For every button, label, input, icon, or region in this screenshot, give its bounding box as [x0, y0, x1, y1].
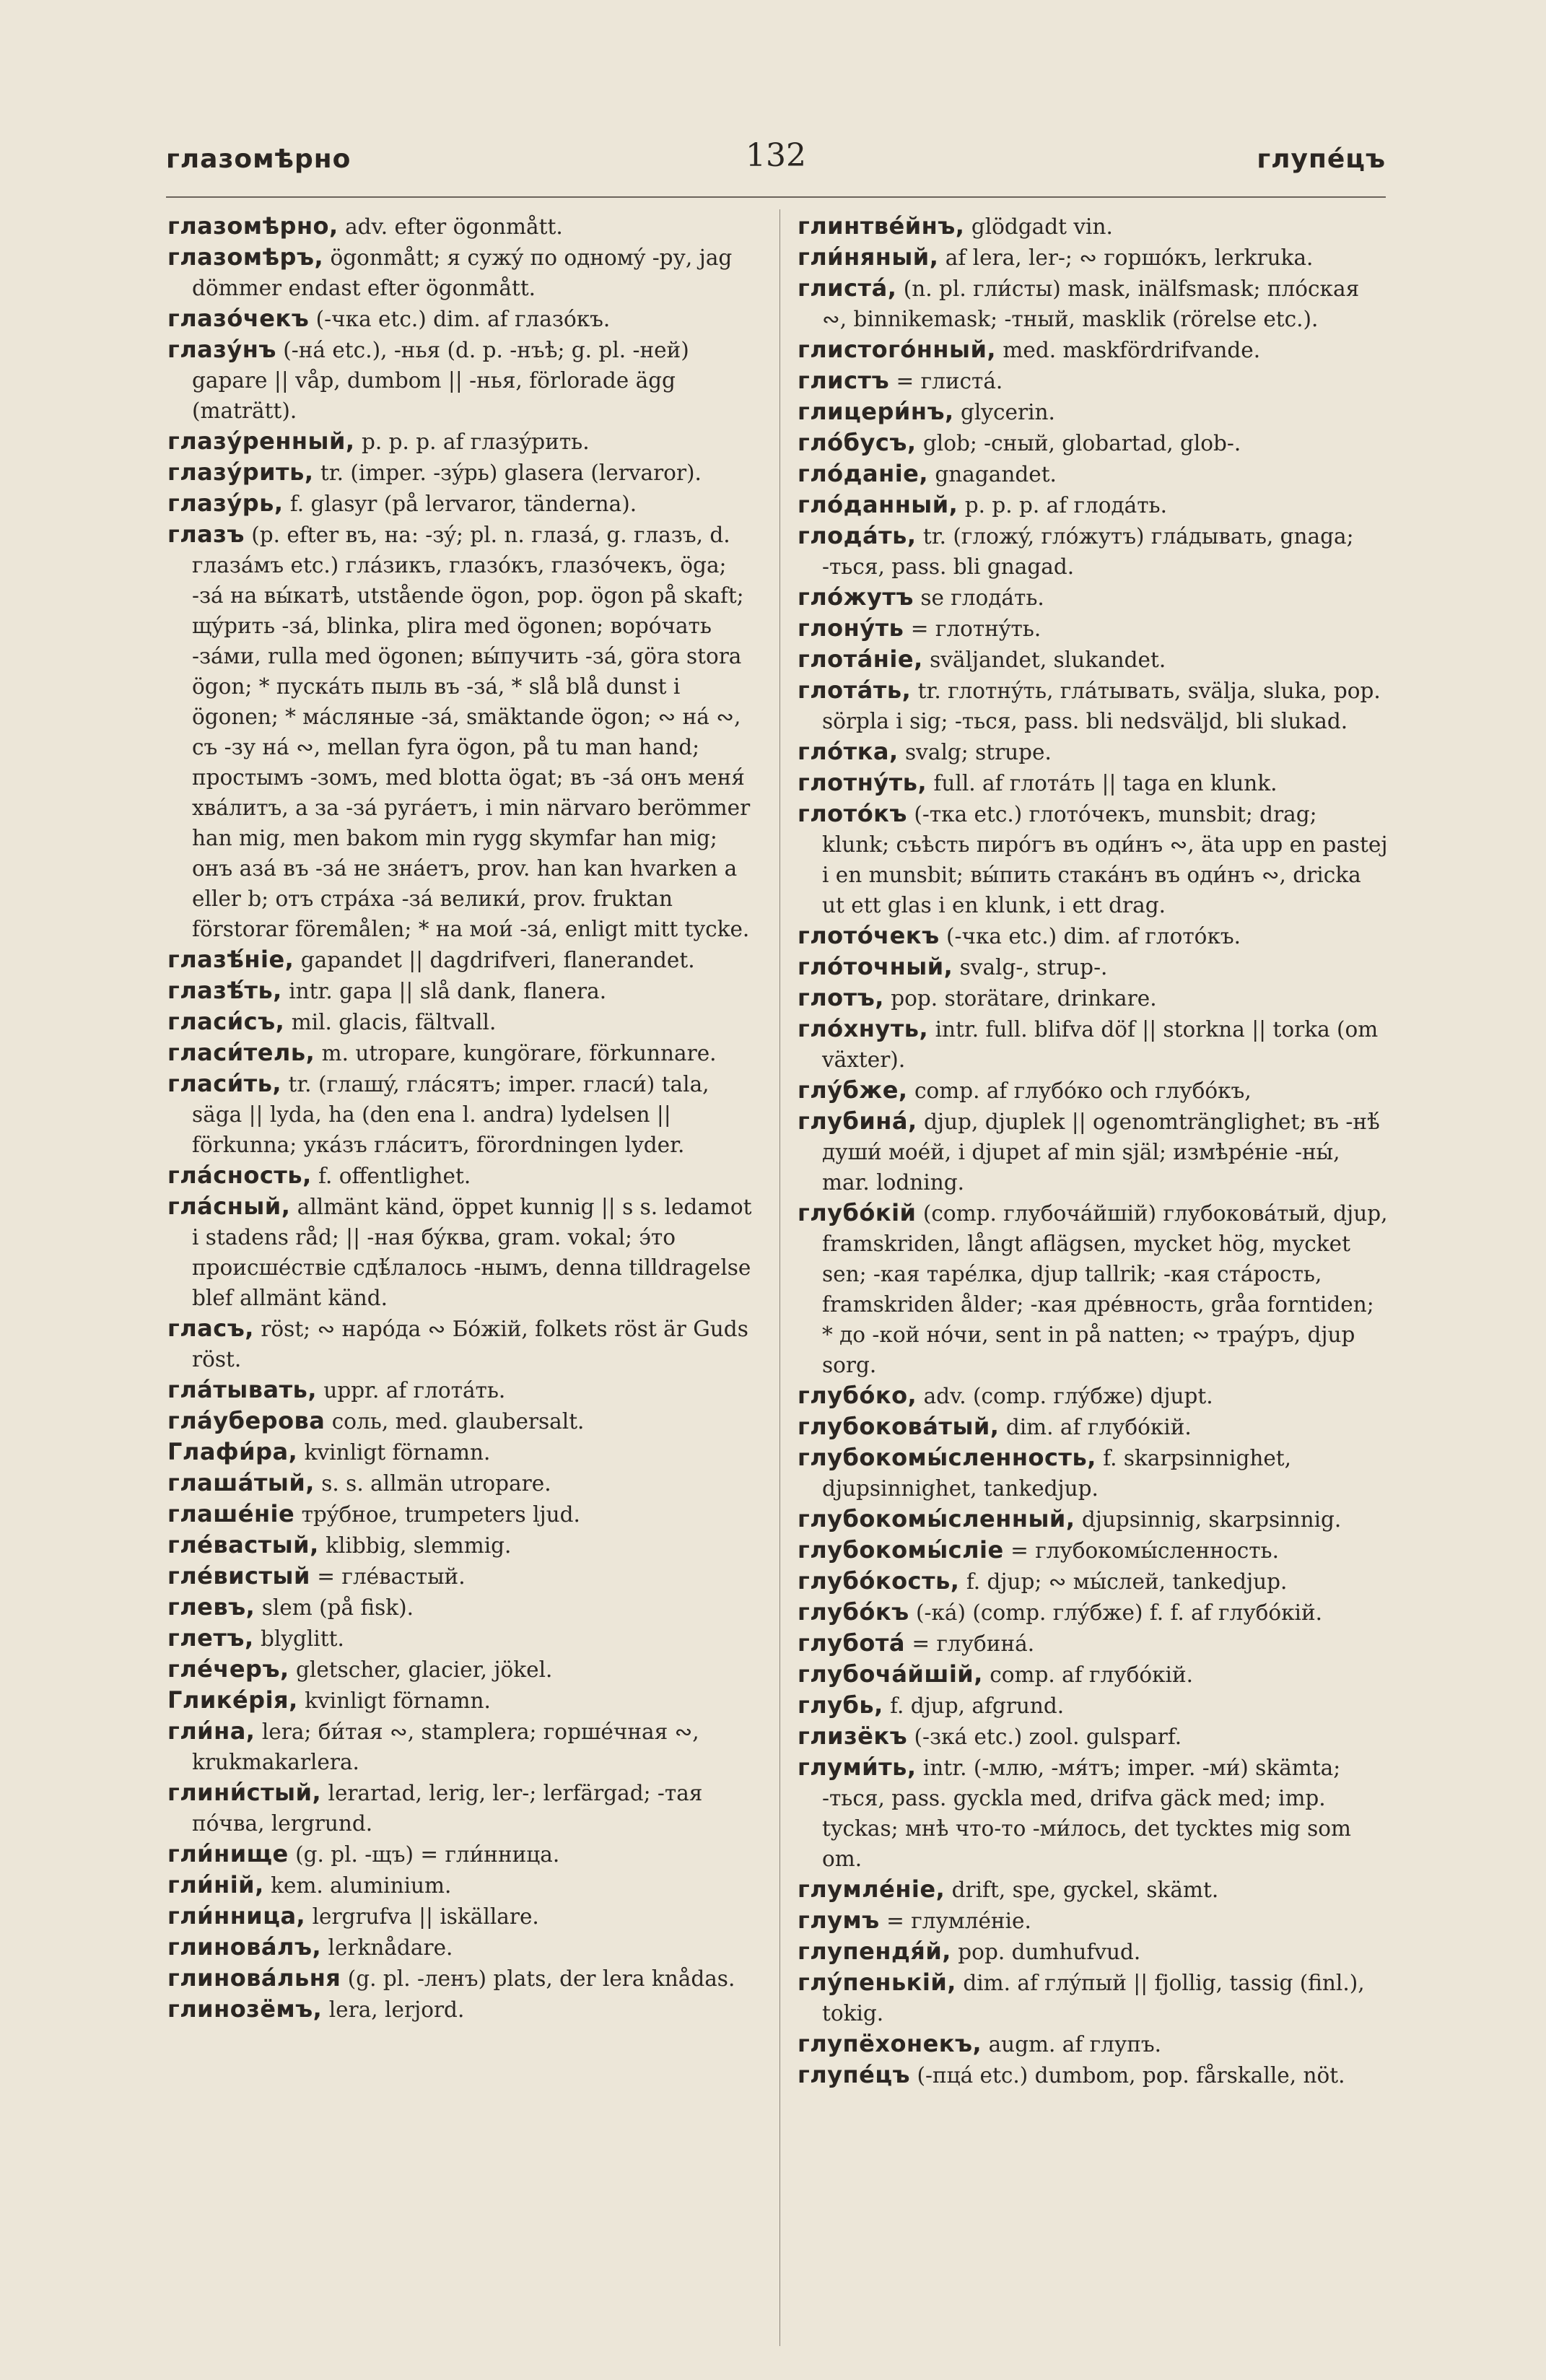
headword: глóданiе, — [798, 460, 929, 487]
definition: tr. (imper. -зýрь) glasera (lervaror). — [320, 461, 702, 485]
dictionary-entry — [167, 1374, 759, 1405]
dictionary-entry — [167, 1405, 759, 1437]
definition: f. skarpsinnighet, djupsinnighet, tankedjup. — [822, 1446, 1292, 1501]
dictionary-entry — [798, 1535, 1389, 1566]
headword: гли́на, — [167, 1717, 256, 1745]
dictionary-entry — [798, 675, 1389, 736]
dictionary-entry — [798, 489, 1389, 520]
dictionary-entry — [798, 736, 1389, 767]
headword: глáтывать, — [167, 1376, 318, 1403]
headword: глубóкiй — [798, 1199, 917, 1226]
definition: intr. full. blifva döf || storkna || torka (om växter). — [822, 1017, 1379, 1072]
headword: Гликéрiя, — [167, 1686, 298, 1714]
headword: глубочáйшiй, — [798, 1660, 983, 1688]
definition: (g. pl. -щъ) = гли́нница. — [295, 1842, 560, 1867]
headword: глазомѣръ, — [167, 243, 324, 271]
headword: глотóкъ — [798, 800, 907, 827]
headword: глéчеръ, — [167, 1655, 289, 1683]
headword: глистъ — [798, 367, 890, 394]
dictionary-entry — [798, 458, 1389, 489]
headword: глупендя́й, — [798, 1937, 951, 1965]
definition: (comp. глубочáйшiй) глубоковáтый, djup, framskriden, långt aflägsen, mycket hög, mycket sen; -кая тарéлка, djup tallrik; -кая стáрость, framskriden ålder; -кая дрéвность, gråa forntiden; * до -кой нóчи, sent in på natten; ∾ траýръ, djup sorg. — [822, 1201, 1388, 1377]
definition: kvinligt förnamn. — [304, 1440, 491, 1465]
headword: глýбже, — [798, 1076, 908, 1104]
definition: röst; ∾ нарóда ∾ Бóжiй, folkets röst är Guds röst. — [192, 1317, 748, 1372]
dictionary-entry — [798, 1690, 1389, 1721]
definition: = глистá. — [896, 369, 1003, 393]
headword: глашáтый, — [167, 1469, 315, 1496]
dictionary-entry — [798, 396, 1389, 427]
definition: lerknådare. — [328, 1935, 453, 1960]
headword: глóданный, — [798, 491, 958, 518]
headword: глумъ — [798, 1906, 880, 1934]
definition: klibbig, slemmig. — [326, 1533, 512, 1558]
definition: comp. af глубóкiй. — [990, 1662, 1194, 1687]
definition: svalg-, strup-. — [959, 955, 1108, 980]
dictionary-entry — [167, 944, 759, 975]
dictionary-entry — [167, 1499, 759, 1530]
headword: глазýнъ — [167, 336, 276, 363]
definition: drift, spe, gyckel, skämt. — [951, 1878, 1219, 1902]
definition: f. offentlighet. — [318, 1164, 471, 1188]
definition: = глумлéнiе. — [886, 1909, 1031, 1933]
headword: глубокомы́сленность, — [798, 1444, 1096, 1471]
dictionary-entry — [798, 798, 1389, 920]
dictionary-entry — [167, 1901, 759, 1932]
headword: глупéцъ — [798, 2061, 911, 2088]
headword: глодáть, — [798, 522, 917, 549]
dictionary-entry — [167, 1685, 759, 1716]
definition: comp. af глубóко och глубóкъ, — [914, 1078, 1252, 1103]
dictionary-entry — [167, 211, 759, 242]
headword: глазѣ́нiе, — [167, 946, 294, 973]
running-head — [166, 137, 1386, 180]
dictionary-entry — [167, 1654, 759, 1685]
definition: svalg; strupe. — [905, 740, 1052, 764]
headword: глицери́нъ, — [798, 398, 954, 425]
headword: глáсность, — [167, 1161, 312, 1189]
definition: = глотнýть. — [910, 616, 1041, 641]
headword: глубокомы́сленный, — [798, 1505, 1075, 1533]
dictionary-entry — [167, 334, 759, 426]
headword: глазóчекъ — [167, 305, 310, 332]
definition: соль, med. glaubersalt. — [331, 1409, 585, 1434]
headword: Глафи́ра, — [167, 1438, 298, 1465]
headword: гли́нiй, — [167, 1871, 264, 1899]
definition: f. glasyr (på lervaror, tänderna). — [289, 492, 637, 516]
headword: гласи́тель, — [167, 1039, 315, 1066]
dictionary-entry — [798, 1721, 1389, 1752]
headword: глуми́ть, — [798, 1753, 917, 1781]
headword: глинозёмъ, — [167, 1995, 323, 2023]
definition: pop. storätare, drinkare. — [891, 986, 1157, 1011]
headword: глини́стый, — [167, 1779, 322, 1806]
dictionary-entry — [167, 1994, 759, 2025]
definition: allmänt känd, öppet kunnig || s s. ledamot i stadens råd; || -ная бýква, gram. vokal; э́то происшéствiе сдѣ́лалось -нымъ, denna tilldragelse blef allmänt känd. — [192, 1195, 752, 1310]
dictionary-entry — [798, 1659, 1389, 1690]
dictionary-entry — [798, 2028, 1389, 2059]
headword: глонýть — [798, 614, 904, 642]
dictionary-entry — [798, 582, 1389, 613]
headword: глинтвéйнъ, — [798, 212, 965, 240]
dictionary-entry — [798, 1967, 1389, 2028]
dictionary-entry — [798, 1198, 1389, 1380]
definition: augm. af глупъ. — [988, 2032, 1162, 2057]
dictionary-entry — [798, 1411, 1389, 1442]
headword: глотнýть, — [798, 769, 927, 796]
dictionary-entry — [798, 767, 1389, 798]
headword: глóжутъ — [798, 583, 914, 611]
dictionary-entry — [167, 1160, 759, 1191]
definition: glob; -сный, globartad, glob-. — [922, 431, 1241, 455]
dictionary-entry — [798, 2059, 1389, 2091]
dictionary-entry — [167, 1561, 759, 1592]
definition: glycerin. — [961, 400, 1055, 424]
definition: lerartad, lerig, ler-; lerfärgad; -тая пóчва, lergrund. — [192, 1781, 703, 1836]
definition: = глубокомы́сленность. — [1010, 1538, 1279, 1563]
definition: djupsinnig, skarpsinnig. — [1081, 1507, 1342, 1532]
definition: (-чка etc.) dim. af глазóкъ. — [315, 307, 611, 331]
dictionary-entry — [167, 1963, 759, 1994]
definition: p. p. p. af глазýрить. — [361, 430, 590, 454]
definition: sväljandet, slukandet. — [930, 648, 1166, 672]
dictionary-entry — [167, 1068, 759, 1160]
definition: (-пцá etc.) dumbom, pop. fårskalle, nöt. — [917, 2063, 1345, 2088]
left-column — [167, 211, 759, 2362]
definition: mil. glacis, fältvall. — [291, 1010, 497, 1034]
definition: kvinligt förnamn. — [305, 1688, 491, 1713]
headword: глистá, — [798, 274, 897, 302]
definition: gapandet || dagdrifveri, flanerandet. — [300, 948, 695, 972]
headword: глотóчекъ — [798, 922, 940, 949]
headword: гласи́съ, — [167, 1008, 285, 1035]
definition: (g. pl. -ленъ) plats, der lera knådas. — [347, 1966, 735, 1991]
header-left-guide-word: глазомѣрно — [166, 144, 351, 174]
headword: глевъ, — [167, 1593, 256, 1621]
headword: глубоковáтый, — [798, 1413, 1000, 1440]
headword: глашéнiе — [167, 1500, 295, 1527]
dictionary-entry — [798, 1628, 1389, 1659]
headword: глазýренный, — [167, 427, 355, 455]
dictionary-entry — [167, 975, 759, 1006]
dictionary-entry — [167, 488, 759, 519]
dictionary-entry — [798, 1380, 1389, 1411]
headword: глазýрь, — [167, 489, 284, 517]
headword: глóтка, — [798, 738, 899, 765]
headword: глистогóнный, — [798, 336, 997, 363]
dictionary-entry — [167, 426, 759, 457]
headword: глуботá — [798, 1629, 905, 1657]
headword: глубóкость, — [798, 1567, 960, 1595]
dictionary-entry — [798, 1075, 1389, 1106]
dictionary-entry — [167, 457, 759, 488]
headword: глубокомы́слiе — [798, 1536, 1004, 1564]
header-rule — [166, 196, 1386, 198]
headword: гли́нница, — [167, 1902, 306, 1930]
dictionary-entry — [798, 273, 1389, 334]
headword: глизёкъ — [798, 1722, 908, 1750]
definition: p. p. p. af глодáть. — [964, 493, 1167, 518]
dictionary-entry — [167, 1716, 759, 1777]
definition: (p. efter въ, на: -зý; pl. n. глазá, g. глазъ, d. глазáмъ etc.) глáзикъ, глазóкъ, глазóчекъ, öga; -зá на вы́катѣ, utstående ögon, pop. ögon på skaft; щýрить -зá, blinka, plira med ögonen; ворóчать -зáми, rulla med ögonen; вы́пучить -зá, göra stora ögon; * пускáть пыль въ -зá, * slå blå dunst i ögonen; * мáсляные -зá, smäktande ögon; ∾ нá ∾, съ -зу нá ∾, mellan fyra ögon, på tu man hand; простымъ -зомъ, med blotta ögat; въ -зá онъ меня́ хвáлитъ, а за -зá ругáетъ, i min närvaro berömmer han mig, men bakom min rygg skymfar han mig; онъ азá въ -зá не знáетъ, prov. han kan hvarken a eller b; отъ стрáха -зá велики́, prov. fruktan förstorar föremålen; * на мои́ -зá, enligt mitt tycke. — [192, 523, 751, 941]
dictionary-entry — [167, 1870, 759, 1901]
definition: (n. pl. гли́сты) mask, inälfsmask; плóская ∾, binnikemask; -тный, masklik (rörelse etc.). — [822, 276, 1360, 331]
definition: intr. gapa || slå dank, flanera. — [289, 979, 607, 1003]
dictionary-entry — [798, 242, 1389, 273]
column-divider — [779, 209, 780, 2346]
headword: глумлéнiе, — [798, 1875, 945, 1903]
definition: dim. af глубóкiй. — [1005, 1415, 1192, 1439]
dictionary-entry — [167, 1777, 759, 1839]
dictionary-entry — [798, 520, 1389, 582]
dictionary-entry — [167, 1006, 759, 1037]
dictionary-entry — [798, 1442, 1389, 1504]
definition: = глубинá. — [912, 1631, 1035, 1656]
definition: full. af глотáть || taga en klunk. — [933, 771, 1278, 795]
definition: трýбное, trumpeters ljud. — [301, 1502, 580, 1527]
headword: глотáть, — [798, 676, 912, 704]
headword: глазомѣрно, — [167, 212, 339, 240]
definition: lergrufva || iskällare. — [312, 1904, 539, 1929]
definition: (-зкá etc.) zool. gulsparf. — [914, 1725, 1182, 1749]
dictionary-entry — [798, 1014, 1389, 1075]
definition: se глодáть. — [920, 585, 1044, 610]
dictionary-entry — [798, 1597, 1389, 1628]
headword: глóбусъ, — [798, 429, 917, 456]
dictionary-entry — [798, 982, 1389, 1014]
dictionary-entry — [167, 1468, 759, 1499]
dictionary-entry — [798, 334, 1389, 365]
definition: med. maskfördrifvande. — [1003, 338, 1261, 362]
definition: djup, djuplek || ogenomtränglighet; въ -нѣ́ души́ моéй, i djupet af min själ; измѣрéнiе -ны́, mar. lodning. — [822, 1110, 1380, 1195]
dictionary-entry — [798, 613, 1389, 644]
dictionary-entry — [798, 1752, 1389, 1874]
headword: глиновáлъ, — [167, 1933, 322, 1961]
definition: kem. aluminium. — [271, 1873, 452, 1898]
definition: = глéвастый. — [317, 1564, 466, 1589]
dictionary-entry — [167, 1839, 759, 1870]
definition: pop. dumhufvud. — [958, 1940, 1141, 1964]
headword: глубь, — [798, 1691, 883, 1719]
headword: гли́нище — [167, 1840, 289, 1867]
dictionary-entry — [798, 1504, 1389, 1535]
headword: глотáнiе, — [798, 645, 923, 673]
headword: глубóко, — [798, 1382, 917, 1409]
headword: глотъ, — [798, 984, 884, 1011]
definition: uppr. af глотáть. — [323, 1378, 506, 1403]
headword: глетъ, — [167, 1624, 254, 1652]
right-column — [798, 211, 1389, 2362]
definition: blyglitt. — [261, 1626, 344, 1651]
dictionary-entry — [798, 1874, 1389, 1905]
dictionary-entry — [798, 427, 1389, 458]
headword: глéвастый, — [167, 1531, 319, 1559]
dictionary-entry — [798, 1566, 1389, 1597]
headword: глазъ — [167, 520, 245, 548]
definition: adv. efter ögonmått. — [345, 214, 563, 239]
headword: гласъ, — [167, 1315, 254, 1342]
headword: гласи́ть, — [167, 1070, 282, 1097]
definition: glödgadt vin. — [971, 214, 1113, 239]
definition: intr. (-млю, -мя́тъ; imper. -ми́) skämta; -ться, pass. gyckla med, drifva gäck med; imp. tyckas; мнѣ что-то -ми́лось, det tycktes mig som om. — [822, 1756, 1352, 1871]
headword: гли́няный, — [798, 243, 939, 271]
definition: gnagandet. — [935, 462, 1057, 487]
dictionary-entry — [167, 1313, 759, 1374]
headword: глазѣ́ть, — [167, 977, 282, 1004]
headword: глáсный, — [167, 1193, 291, 1220]
definition: f. djup; ∾ мы́слей, tankedjup. — [966, 1569, 1288, 1594]
dictionary-entry — [798, 644, 1389, 675]
headword: глóхнуть, — [798, 1015, 929, 1042]
dictionary-entry — [798, 365, 1389, 396]
definition: tr. (гложý, глóжутъ) глáдывать, gnaga; -ться, pass. bli gnagad. — [822, 524, 1354, 579]
dictionary-entry — [167, 1530, 759, 1561]
headword: глýпенькiй, — [798, 1969, 956, 1996]
definition: adv. (comp. глýбже) djupt. — [923, 1384, 1213, 1408]
dictionary-entry — [167, 1037, 759, 1068]
definition: (-чка etc.) dim. af глотóкъ. — [946, 924, 1241, 949]
definition: tr. (глашý, глáсятъ; imper. гласи́) tala, säga || lyda, ha (den ena l. andra) lydelsen || förkunna; укáзъ глáситъ, förordningen lyder. — [192, 1072, 709, 1157]
headword: глóточный, — [798, 953, 953, 980]
definition: ögonmått; я сужý по одномý -ру, jag dömmer endast efter ögonmått. — [192, 245, 733, 300]
definition: m. utropare, kungörare, förkunnare. — [321, 1041, 717, 1065]
dictionary-entry — [798, 951, 1389, 982]
dictionary-entry — [167, 1623, 759, 1654]
dictionary-entry — [167, 242, 759, 303]
headword: глиновáльня — [167, 1964, 341, 1992]
dictionary-entry — [167, 303, 759, 334]
definition: dim. af глýпый || fjollig, tassig (finl.), tokig. — [822, 1971, 1365, 2026]
headword: глубóкъ — [798, 1598, 909, 1626]
definition: s. s. allmän utropare. — [321, 1471, 551, 1496]
definition: gletscher, glacier, jökel. — [296, 1657, 553, 1682]
headword: глупёхонекъ, — [798, 2030, 982, 2057]
definition: (-кá) (comp. глýбже) f. f. af глубóкiй. — [916, 1600, 1323, 1625]
definition: lera; би́тая ∾, stamplera; горшéчная ∾, krukmakarlera. — [192, 1719, 699, 1774]
dictionary-entry — [798, 1106, 1389, 1198]
definition: slem (på fisk). — [261, 1595, 414, 1620]
headword: глазýрить, — [167, 458, 314, 486]
dictionary-entry — [167, 1191, 759, 1313]
dictionary-entry — [798, 1936, 1389, 1967]
dictionary-entry — [167, 1437, 759, 1468]
definition: lera, lerjord. — [328, 1997, 465, 2022]
headword: глáуберова — [167, 1407, 326, 1434]
definition: (-нá etc.), -нья (d. p. -нъѣ; g. pl. -ней) gapare || våp, dumbom || -нья, förlorade ägg (maträtt). — [192, 338, 689, 423]
dictionary-entry — [798, 920, 1389, 951]
definition: (-тка etc.) глотóчекъ, munsbit; drag; klunk; съѣсть пирóгъ въ оди́нъ ∾, äta upp en pastej i en munsbit; вы́пить стакáнъ въ оди́нъ ∾, dricka ut ett glas i en klunk, i ett drag. — [822, 802, 1388, 917]
definition: tr. глотнýть, глáтывать, svälja, sluka, pop. sörpla i sig; -ться, pass. bli nedsväljd, bli slukad. — [822, 679, 1381, 733]
dictionary-entry — [798, 1905, 1389, 1936]
dictionary-entry — [798, 211, 1389, 242]
definition: af lera, ler-; ∾ горшóкъ, lerkruka. — [945, 245, 1314, 270]
header-right-guide-word: глупéцъ — [1257, 144, 1386, 174]
dictionary-entry — [167, 519, 759, 944]
headword: глéвистый — [167, 1562, 310, 1590]
headword: глубинá, — [798, 1107, 917, 1135]
page-number: 132 — [746, 137, 806, 174]
definition: f. djup, afgrund. — [890, 1694, 1065, 1718]
dictionary-entry — [167, 1592, 759, 1623]
dictionary-entry — [167, 1932, 759, 1963]
